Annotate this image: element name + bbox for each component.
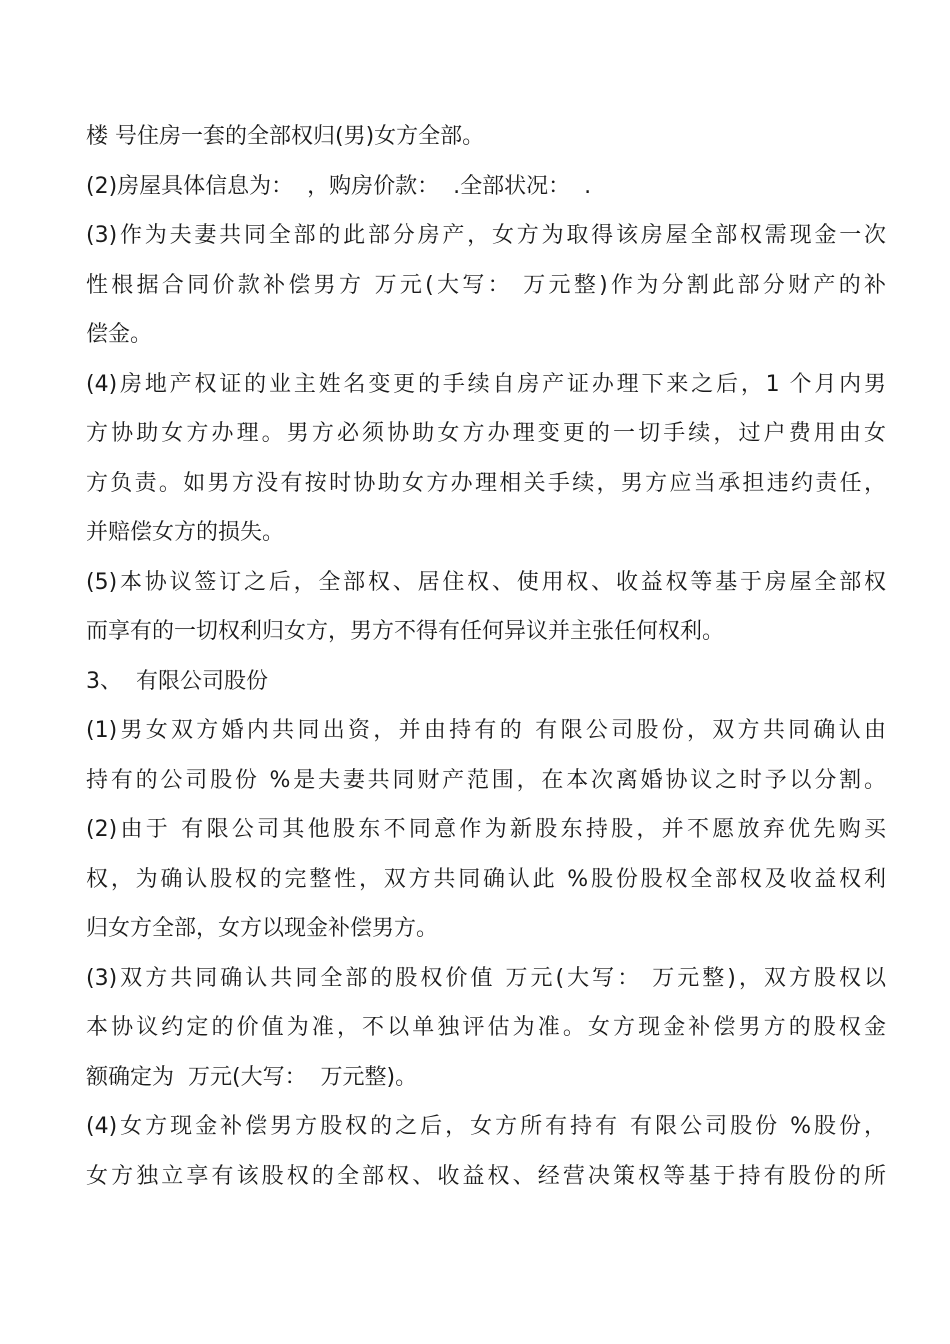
- text-line: (3)双方共同确认共同全部的股权价值 万元(大写： 万元整)，双方股权以: [86, 965, 886, 991]
- text-line: (2)由于 有限公司其他股东不同意作为新股东持股，并不愿放弃优先购买: [86, 817, 886, 842]
- text-line: 方协助女方办理。男方必须协助女方办理变更的一切手续，过户费用由女: [86, 421, 886, 446]
- text-line: (2)房屋具体信息为： ，购房价款： .全部状况： .: [86, 173, 592, 199]
- text-line: 女方独立享有该股权的全部权、收益权、经营决策权等基于持有股份的所: [86, 1163, 886, 1189]
- document-body: [86, 112, 886, 1201]
- text-line: 归女方全部，女方以现金补偿男方。: [86, 916, 439, 941]
- text-line: 并赔偿女方的损失。: [86, 520, 285, 545]
- text-line: 本协议约定的价值为准，不以单独评估为准。女方现金补偿男方的股权金: [86, 1015, 886, 1040]
- text-line: 额确定为 万元(大写： 万元整)。: [86, 1064, 418, 1090]
- text-line: 而享有的一切权利归女方，男方不得有任何异议并主张任何权利。: [86, 619, 725, 644]
- text-line: 楼 号住房一套的全部权归(男)女方全部。: [86, 124, 485, 149]
- text-line: (1)男女双方婚内共同出资，并由持有的 有限公司股份，双方共同确认由: [86, 718, 886, 743]
- text-line: (5)本协议签订之后，全部权、居住权、使用权、收益权等基于房屋全部权: [86, 569, 886, 595]
- text-line: (4)女方现金补偿男方股权的之后，女方所有持有 有限公司股份 %股份，: [86, 1114, 886, 1139]
- text-line: (3)作为夫妻共同全部的此部分房产，女方为取得该房屋全部权需现金一次: [86, 223, 886, 248]
- text-line: 方负责。如男方没有按时协助女方办理相关手续，男方应当承担违约责任，: [86, 470, 886, 496]
- text-line: 偿金。: [86, 322, 153, 347]
- section-heading: 3、 有限公司股份: [86, 668, 268, 694]
- text-line: 权，为确认股权的完整性，双方共同确认此 %股份股权全部权及收益权利: [86, 866, 886, 892]
- text-line: 性根据合同价款补偿男方 万元(大写： 万元整)作为分割此部分财产的补: [86, 272, 886, 298]
- text-line: 持有的公司股份 %是夫妻共同财产范围，在本次离婚协议之时予以分割。: [86, 767, 886, 793]
- text-line: (4)房地产权证的业主姓名变更的手续自房产证办理下来之后，1 个月内男: [86, 371, 886, 397]
